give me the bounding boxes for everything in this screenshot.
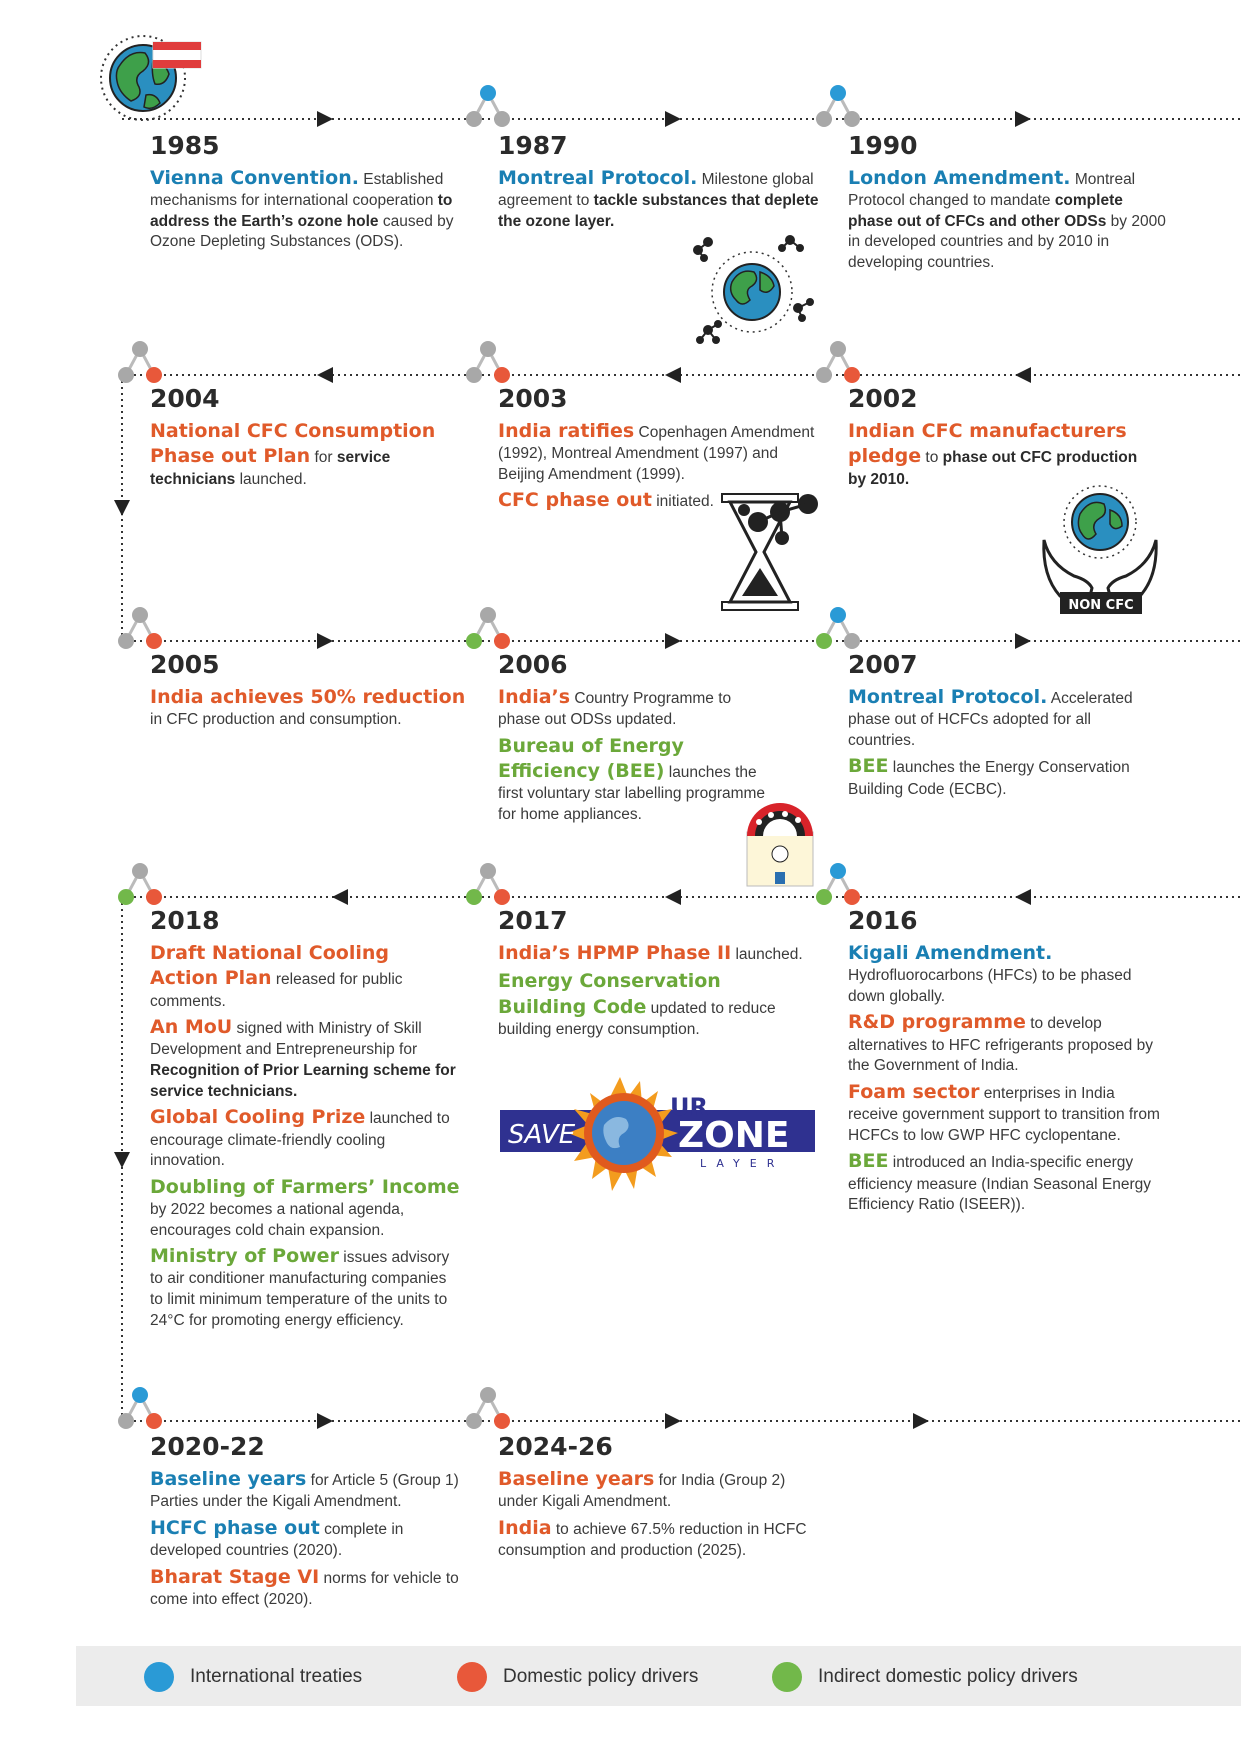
legend-dot-green: [772, 1662, 802, 1692]
entry-body: Montreal Protocol changed to mandate: [848, 171, 1136, 210]
timeline-entry-2002: [848, 386, 1148, 493]
entry-text: [498, 419, 818, 485]
entry-bold: tackle substances that deplete the ozone layer.: [498, 192, 819, 230]
save-text: SAVE: [508, 1120, 576, 1150]
timeline-node: [118, 341, 162, 383]
timeline-entry-2005: [150, 652, 470, 734]
entry-bold: Recognition of Prior Learning scheme for service technicians.: [150, 1062, 456, 1100]
entry-body: norms for vehicle to come into effect (2020).: [150, 1569, 459, 1609]
entry-text: [498, 1516, 818, 1562]
node-dot-blue: [480, 85, 496, 101]
entry-text: [150, 1516, 470, 1562]
entry-bold: to address the Earth’s ozone hole: [150, 192, 453, 230]
arrow-icon: [317, 367, 333, 383]
entry-highlight: Global Cooling Prize: [150, 1106, 366, 1129]
entry-highlight: Ministry of Power: [150, 1245, 339, 1268]
arrow-icon: [665, 633, 681, 649]
node-dot-grey: [466, 1413, 482, 1429]
entry-highlight: Doubling of Farmers’ Income: [150, 1175, 460, 1198]
node-dot-grey: [132, 607, 148, 623]
arrow-icon: [665, 1413, 681, 1429]
node-dot-grey: [480, 863, 496, 879]
node-dot-grey: [466, 111, 482, 127]
entry-text: [848, 941, 1168, 1007]
legend-label: Indirect domestic policy drivers: [818, 1666, 1078, 1687]
node-dot-grey: [132, 341, 148, 357]
entry-highlight: India’s: [498, 686, 571, 708]
year-label: 2004: [150, 384, 220, 413]
entry-text: [848, 685, 1148, 751]
node-dot-blue: [830, 607, 846, 623]
timeline-node: [118, 1387, 162, 1429]
year-label: 1985: [150, 131, 220, 160]
entry-text: [848, 166, 1168, 274]
entry-text: [150, 685, 470, 731]
node-dot-orange: [494, 1413, 510, 1429]
year-label: 2017: [498, 906, 568, 935]
node-dot-green: [466, 889, 482, 905]
year-label: 2005: [150, 650, 220, 679]
node-dot-orange: [844, 889, 860, 905]
node-dot-green: [466, 633, 482, 649]
entry-text: [498, 166, 828, 232]
entry-text: [848, 754, 1148, 800]
non-cfc-hands-globe-illustration: [1040, 480, 1160, 620]
entry-text: [150, 1244, 460, 1331]
timeline-entry-2018: [150, 908, 460, 1334]
arrow-icon: [1015, 633, 1031, 649]
timeline-node: [466, 863, 510, 905]
timeline-node: [466, 85, 510, 127]
entry-text: [848, 1149, 1168, 1215]
legend-dot-orange: [457, 1662, 487, 1692]
entry-text: [848, 419, 1148, 490]
entry-body: updated to reduce building energy consumption.: [498, 999, 776, 1038]
save-our-zone-layer-banner: [500, 1075, 815, 1200]
legend-item-domestic: [457, 1662, 698, 1692]
node-dot-green: [816, 633, 832, 649]
entry-highlight: Bureau of Energy Efficiency (BEE): [498, 734, 684, 783]
entry-text: [150, 166, 480, 253]
entry-body: Copenhagen Amendment (1992), Montreal Amendment (1997) and Beijing Amendment (1999).: [498, 424, 815, 483]
entry-body: by 2022 becomes a national agenda, encourages cold chain expansion.: [150, 1200, 405, 1239]
entry-text: [498, 685, 768, 731]
timeline-entry-2024-26: [498, 1434, 818, 1565]
entry-highlight: Foam sector: [848, 1080, 980, 1103]
entry-text: [498, 941, 808, 966]
year-label: 2018: [150, 906, 220, 935]
node-dot-grey: [494, 111, 510, 127]
node-dot-blue: [830, 863, 846, 879]
arrow-icon: [332, 889, 348, 905]
globe-flag-illustration: [98, 30, 208, 130]
entry-body: Accelerated phase out of HCFCs adopted for all countries.: [848, 690, 1133, 749]
node-dot-grey: [132, 863, 148, 879]
layer-text: LAYER: [700, 1157, 785, 1170]
node-dot-orange: [494, 367, 510, 383]
year-label: 2003: [498, 384, 568, 413]
year-label: 1987: [498, 131, 568, 160]
entry-highlight: Bharat Stage VI: [150, 1565, 320, 1588]
entry-body-end: launched.: [235, 470, 307, 488]
entry-body: to develop alternatives to HFC refrigerants proposed by the Government of India.: [848, 1015, 1153, 1075]
legend-dot-blue: [144, 1662, 174, 1692]
timeline-node: [466, 1387, 510, 1429]
timeline-node: [118, 607, 162, 649]
timeline-node: [816, 85, 860, 127]
entry-body: issues advisory to air conditioner manufacturing companies to limit minimum temperature of the units to 24°C for promoting energy efficiency.: [150, 1249, 450, 1329]
year-label: 1990: [848, 131, 918, 160]
entry-highlight: R&D programme: [848, 1011, 1026, 1034]
entry-highlight: India’s HPMP Phase II: [498, 942, 732, 964]
year-label: 2020-22: [150, 1432, 265, 1461]
entry-body: for: [310, 449, 337, 467]
node-dot-grey: [480, 607, 496, 623]
entry-body: released for public comments.: [150, 971, 403, 1010]
arrow-icon: [317, 111, 333, 127]
timeline-entry-1990: [848, 133, 1168, 277]
entry-highlight: Draft National Cooling Action Plan: [150, 942, 389, 990]
entry-highlight: Energy Conservation Building Code: [498, 970, 721, 1018]
entry-text: [150, 1175, 460, 1241]
timeline-entry-2006: [498, 652, 768, 829]
entry-highlight: National CFC Consumption Phase out Plan: [150, 420, 436, 468]
entry-highlight: BEE: [848, 755, 889, 778]
arrow-icon: [1015, 111, 1031, 127]
entry-bold: service technicians: [150, 449, 391, 488]
node-dot-grey: [844, 111, 860, 127]
entry-body: Country Programme to phase out ODSs updated.: [498, 690, 732, 729]
year-label: 2007: [848, 650, 918, 679]
entry-body: launched to encourage climate-friendly cooling innovation.: [150, 1110, 450, 1170]
entry-body: Established mechanisms for international cooperation: [150, 171, 444, 210]
node-dot-grey: [816, 367, 832, 383]
arrow-icon: [114, 1152, 130, 1168]
entry-body: to achieve 67.5% reduction in HCFC consumption and production (2025).: [498, 1520, 807, 1560]
entry-highlight: Baseline years: [498, 1468, 655, 1490]
timeline-node: [816, 863, 860, 905]
legend-label: International treaties: [190, 1666, 363, 1687]
node-dot-orange: [146, 889, 162, 905]
entry-highlight: London Amendment.: [848, 167, 1071, 189]
timeline-entry-1985: [150, 133, 480, 256]
entry-body: launches the Energy Conservation Building Code (ECBC).: [848, 759, 1130, 798]
entry-text: [498, 969, 808, 1040]
arrow-icon: [665, 111, 681, 127]
node-dot-green: [118, 889, 134, 905]
node-dot-orange: [844, 367, 860, 383]
entry-highlight: Indian CFC manufacturers pledge: [848, 420, 1127, 468]
timeline-node: [816, 341, 860, 383]
entry-text: [150, 1015, 460, 1102]
arrow-icon: [317, 1413, 333, 1429]
entry-body: in CFC production and consumption.: [150, 711, 402, 729]
node-dot-orange: [494, 889, 510, 905]
entry-highlight: CFC phase out: [498, 489, 652, 512]
entry-text: [848, 1010, 1168, 1076]
node-dot-grey: [480, 1387, 496, 1403]
entry-highlight: Vienna Convention.: [150, 167, 359, 189]
entry-body: signed with Ministry of Skill Development and Entrepreneurship for: [150, 1020, 422, 1059]
entry-body-end: caused by Ozone Depleting Substances (ODS).: [150, 212, 454, 251]
entry-body: launches the first voluntary star labelling programme for home appliances.: [498, 764, 766, 824]
entry-text: [150, 941, 460, 1012]
globe-molecules-illustration: [690, 232, 820, 357]
entry-body: for Article 5 (Group 1) Parties under the Kigali Amendment.: [150, 1472, 459, 1511]
entry-body: Hydrofluorocarbons (HFCs) to be phased down globally.: [848, 967, 1132, 1005]
timeline-entry-2016: [848, 908, 1168, 1219]
entry-highlight: India ratifies: [498, 420, 635, 442]
year-label: 2024-26: [498, 1432, 613, 1461]
entry-body: Milestone global agreement to: [498, 171, 814, 210]
arrow-icon: [1015, 889, 1031, 905]
entry-highlight: Montreal Protocol.: [498, 167, 698, 189]
entry-text: [498, 1467, 818, 1513]
timeline-node: [466, 607, 510, 649]
node-dot-orange: [146, 367, 162, 383]
entry-text: [150, 1467, 470, 1513]
entry-text: [498, 488, 818, 513]
node-dot-grey: [480, 341, 496, 357]
timeline-entry-2003: [498, 386, 818, 517]
entry-bold: complete phase out of CFCs and other ODSs: [848, 192, 1123, 230]
node-dot-grey: [830, 341, 846, 357]
node-dot-grey: [816, 111, 832, 127]
timeline-node: [466, 341, 510, 383]
entry-highlight: Baseline years: [150, 1468, 307, 1490]
zone-text: ZONE: [678, 1115, 790, 1156]
entry-text: [150, 1565, 470, 1611]
arrow-icon: [114, 500, 130, 516]
entry-body: complete in developed countries (2020).: [150, 1520, 404, 1560]
legend-item-indirect: [772, 1662, 1078, 1692]
node-dot-green: [816, 889, 832, 905]
entry-body: for India (Group 2) under Kigali Amendment.: [498, 1472, 786, 1511]
entry-highlight: An MoU: [150, 1016, 233, 1039]
timeline-entry-2004: [150, 386, 450, 493]
node-dot-grey: [844, 633, 860, 649]
our-text: UR: [670, 1093, 708, 1121]
entry-highlight: BEE: [848, 1150, 889, 1173]
year-label: 2016: [848, 906, 918, 935]
timeline-entry-2017: [498, 908, 808, 1043]
year-label: 2002: [848, 384, 918, 413]
arrow-icon: [317, 633, 333, 649]
entry-body: introduced an India-specific energy efficiency measure (Indian Seasonal Energy Efficiency Ratio (ISEER)).: [848, 1154, 1151, 1214]
entry-bold: phase out CFC production by 2010.: [848, 449, 1138, 488]
node-dot-orange: [494, 633, 510, 649]
timeline-node: [816, 607, 860, 649]
arrow-icon: [665, 367, 681, 383]
node-dot-orange: [146, 633, 162, 649]
legend-item-international: [144, 1662, 362, 1692]
entry-highlight: HCFC phase out: [150, 1516, 320, 1539]
entry-highlight: Kigali Amendment.: [848, 942, 1053, 964]
node-dot-grey: [118, 1413, 134, 1429]
entry-body: to: [921, 449, 943, 467]
node-dot-grey: [466, 367, 482, 383]
arrow-icon: [1015, 367, 1031, 383]
non-cfc-label: NON CFC: [1068, 598, 1134, 613]
entry-text: [848, 1080, 1168, 1146]
timeline-node: [118, 863, 162, 905]
node-dot-orange: [146, 1413, 162, 1429]
entry-text: [150, 419, 450, 490]
legend-label: Domestic policy drivers: [503, 1666, 699, 1687]
year-label: 2006: [498, 650, 568, 679]
node-dot-blue: [132, 1387, 148, 1403]
node-dot-blue: [830, 85, 846, 101]
entry-highlight: India: [498, 1516, 552, 1539]
entry-highlight: India achieves 50% reduction: [150, 686, 466, 708]
entry-highlight: Montreal Protocol.: [848, 686, 1048, 708]
node-dot-grey: [118, 367, 134, 383]
entry-body: launched.: [731, 946, 803, 963]
timeline-entry-1987: [498, 133, 828, 235]
entry-text: [498, 734, 768, 826]
entry-body: initiated.: [651, 493, 714, 511]
arrow-icon: [665, 889, 681, 905]
timeline-entry-2020-22: [150, 1434, 470, 1614]
entry-body-end: by 2000 in developed countries and by 2010 in developing countries.: [848, 212, 1166, 272]
arrow-icon: [913, 1413, 929, 1429]
timeline-entry-2007: [848, 652, 1148, 803]
legend: [76, 1646, 1241, 1706]
entry-text: [150, 1105, 460, 1171]
node-dot-grey: [118, 633, 134, 649]
entry-body: enterprises in India receive government support to transition from HCFCs to low GWP HFC cyclopentane.: [848, 1084, 1160, 1144]
